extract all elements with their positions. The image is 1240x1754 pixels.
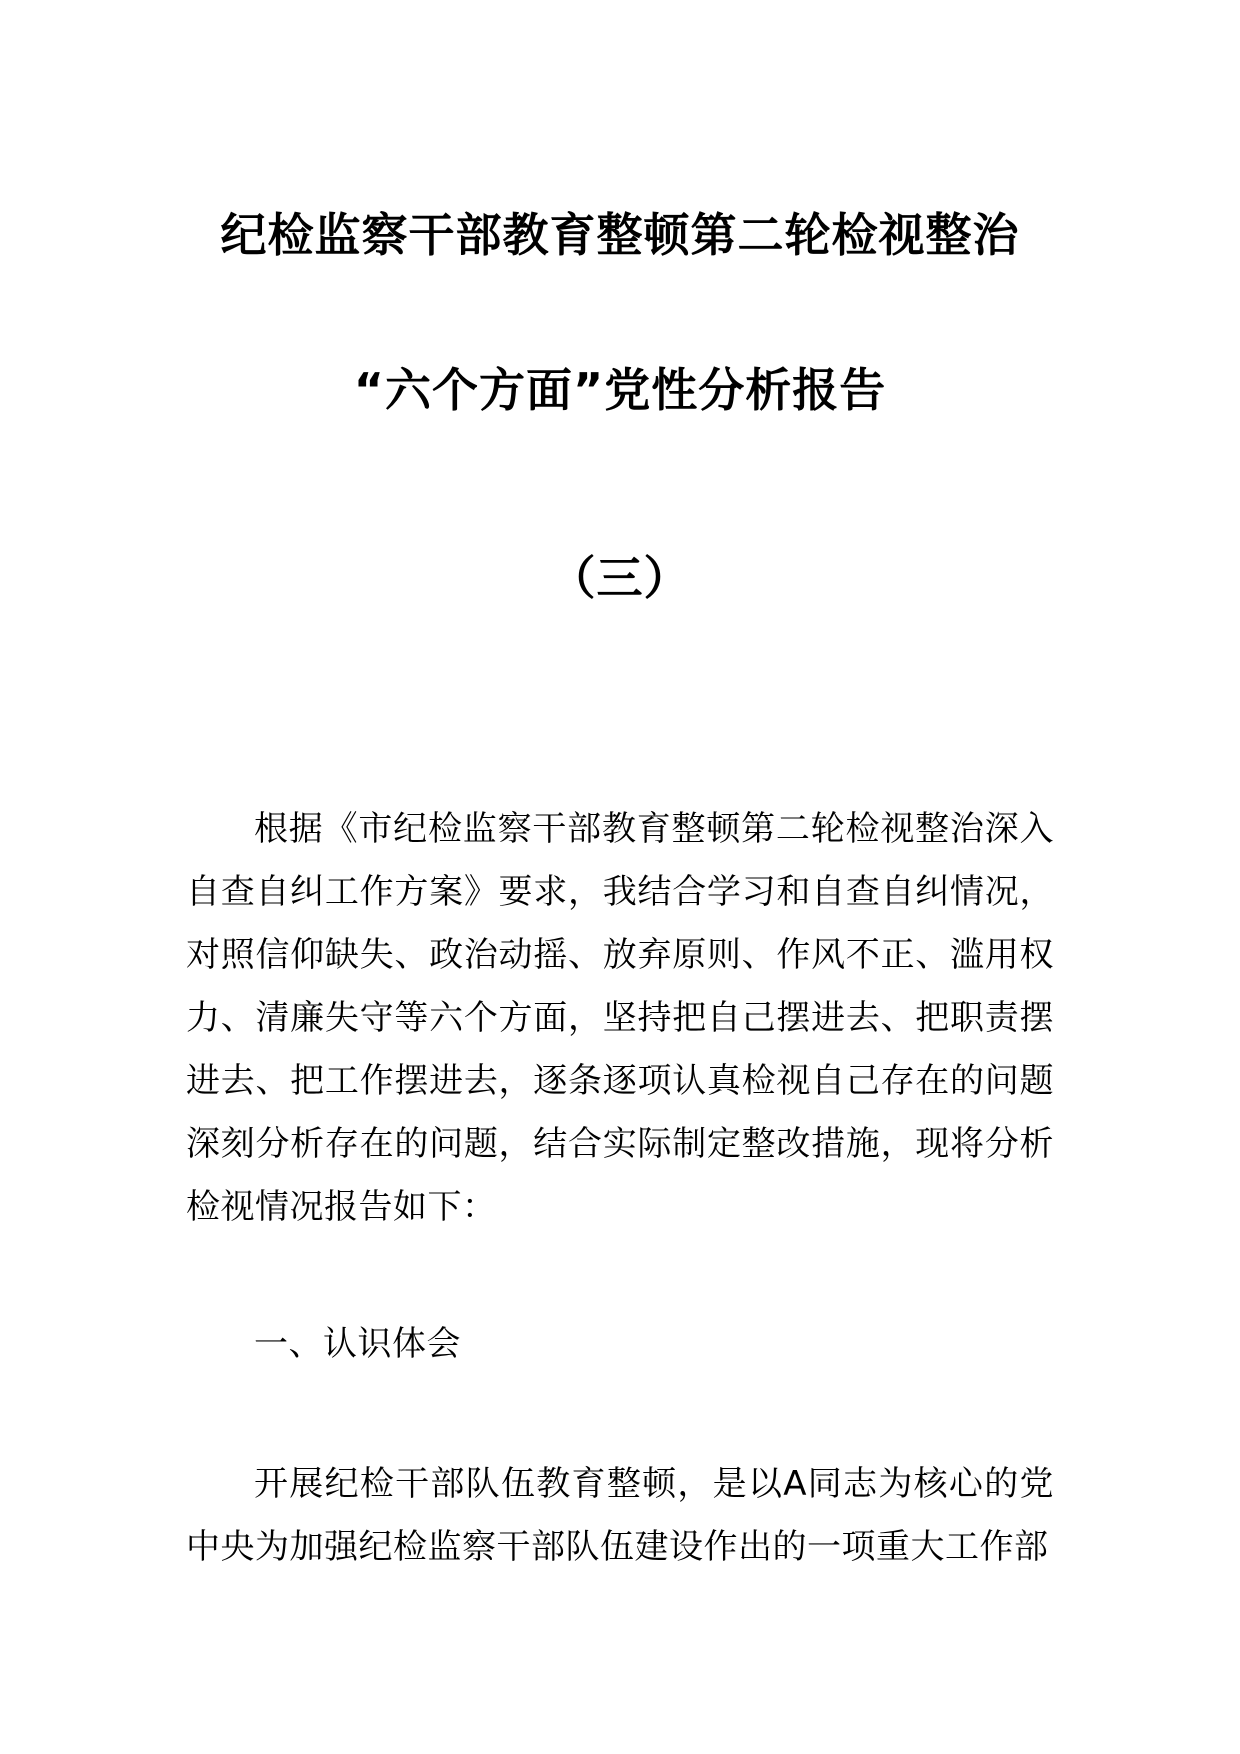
section-heading-1: 一、认识体会 — [254, 1324, 461, 1364]
body-paragraph-2: 开展纪检干部队伍教育整顿，是以A同志为核心的党中央为加强纪检监察干部队伍建设作出的一项重大工作部 — [186, 1464, 1054, 1567]
document-title-line-1: 纪检监察干部教育整顿第二轮检视整治 — [220, 208, 1020, 262]
document-title-number: （三） — [549, 551, 691, 605]
intro-paragraph: 根据《市纪检监察干部教育整顿第二轮检视整治深入自查自纠工作方案》要求，我结合学习和自查自纠情况，对照信仰缺失、政治动摇、放弃原则、作风不正、滥用权力、清廉失守等六个方面，坚持把自己摆进去、把职责摆进去、把工作摆进去，逐条逐项认真检视自己存在的问题深刻分析存在的问题，结合实际制定整改措施，现将分析检视情况报告如下： — [186, 809, 1054, 1227]
document-title-line-2: “六个方面”党性分析报告 — [353, 363, 887, 417]
